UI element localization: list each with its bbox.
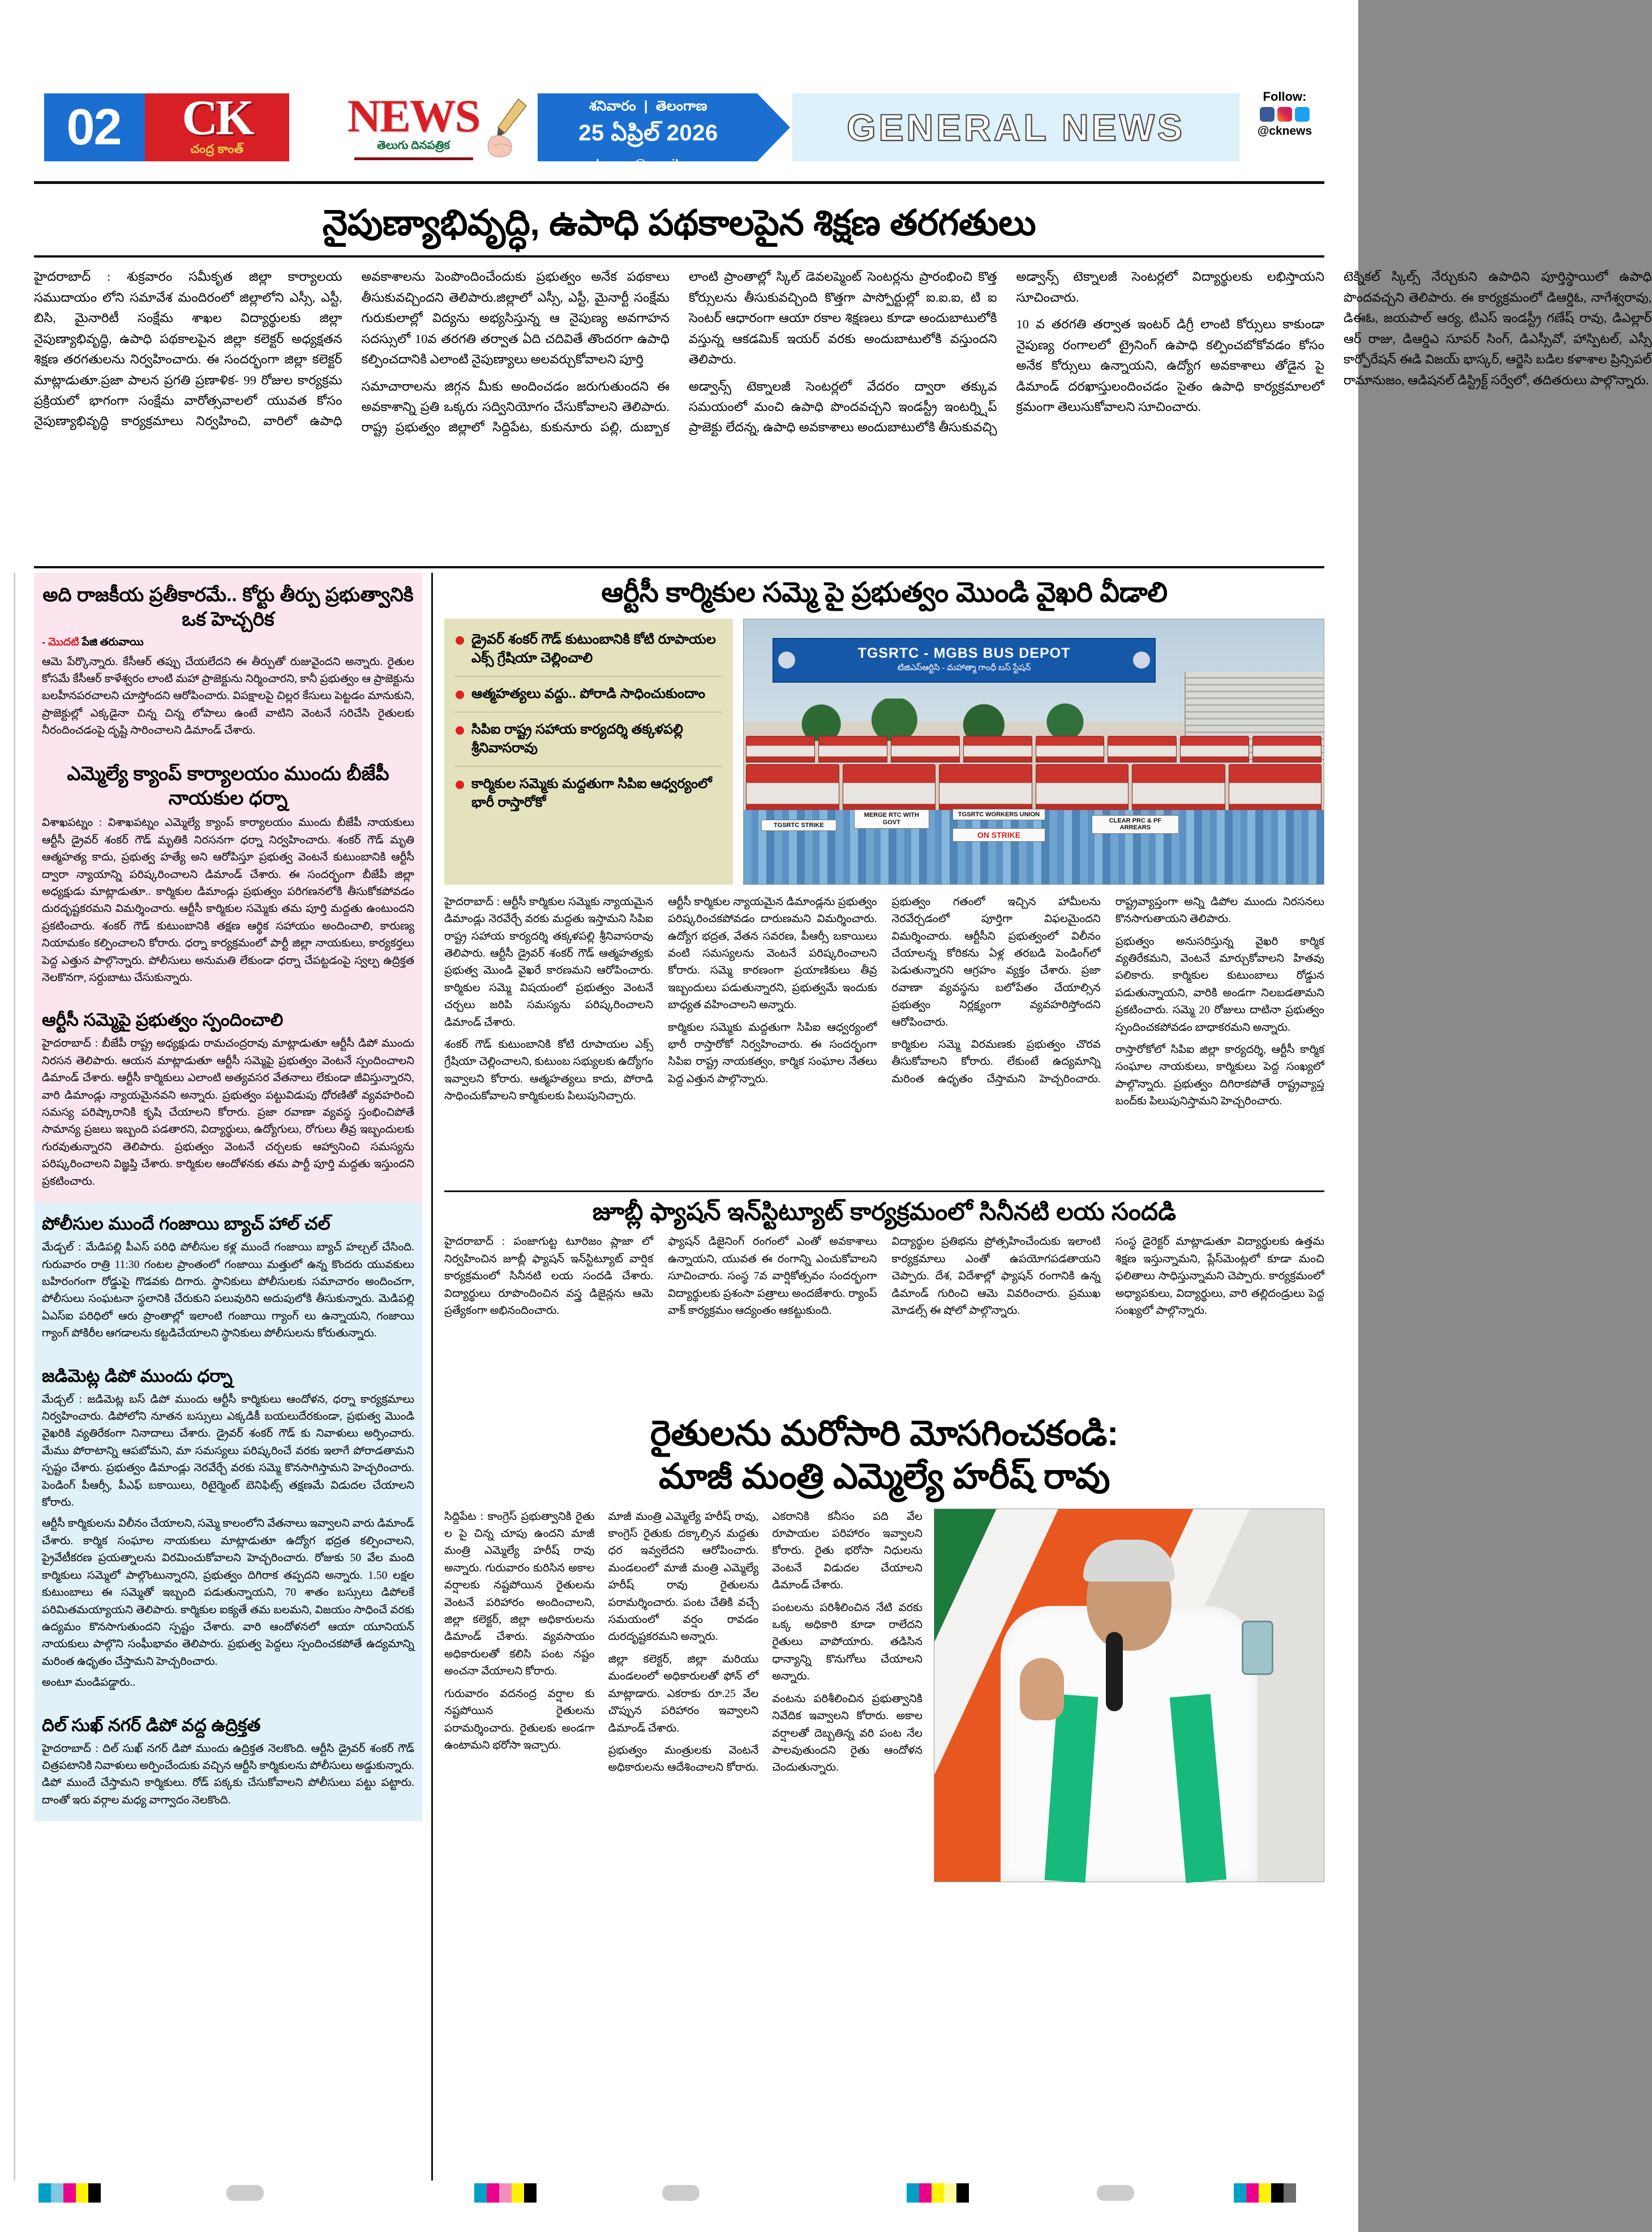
- kicker-bold: మొదటి: [48, 636, 79, 648]
- lead-divider: [34, 255, 1324, 258]
- color-bar-set: [38, 2183, 101, 2203]
- registration-dot: [226, 2185, 264, 2201]
- emblem-icon: [1133, 652, 1150, 669]
- placard: MERGE RTC WITH GOVT: [854, 809, 929, 828]
- instagram-icon[interactable]: [1277, 107, 1292, 122]
- rtc-paragraph: శంకర్ గౌడ్ కుటుంబానికి కోటి రూపాయల ఎక్స్ గ్రేషియా చెల్లించాలని, కుటుంబ సభ్యులకు ఉద్యోగం ఇవ్వాలని కోరారు. ఆత్మహత్యలు కాదు, పోరాడి సాధించుకోవాలని కార్మికులకు పిలుపునిచ్చారు.: [444, 1039, 654, 1103]
- rail-article-bjp-dharna: [34, 752, 422, 999]
- continued-kicker: [42, 636, 414, 651]
- depot-signboard: [773, 638, 1156, 683]
- masthead-flag: [44, 90, 757, 171]
- bus: [818, 736, 887, 763]
- twitter-icon[interactable]: [1295, 107, 1310, 122]
- rail-article-rtc-response: [34, 999, 422, 1202]
- facebook-icon[interactable]: [1260, 107, 1275, 122]
- placard: CLEAR PRC & PF ARREARS: [1092, 815, 1179, 834]
- placard: TGSRTC WORKERS UNION: [952, 809, 1045, 821]
- emblem-icon: [778, 652, 795, 669]
- issue-date: 25 ఏప్రిల్ 2026: [578, 121, 718, 145]
- rail-paragraph: హైదరాబాద్ : బీజేపీ రాష్ట్ర అధ్యక్షుడు రామచంద్రరావు మాట్లాడుతూ ఆర్టీసీ డిపో ముందు నిరసన తెలిపారు. ఆయన మాట్లాడుతూ ఆర్టీసీ సమ్మెపై ప్రభుత్వం వెంటనే స్పందించాలని డిమాండ్ చేశారు. ఆర్టీసీ కార్మికులు ఎలాంటి అత్యవసర వేతనాలు లేకుండా జీవిస్తున్నారని, వారి డిమాండ్లు న్యాయమైనవని అన్నారు. ప్రభుత్వం పట్టువిడుపు ధోరణితో వ్యవహరించి సమస్య పరిష్కారానికి కృషి చేయాలని కోరారు. ప్రజా రవాణా వ్యవస్థ స్తంభించిపోతే సామాన్య ప్రజలు ఇబ్బంది పడతారని, విద్యార్థులు, ఉద్యోగులు, రోగులు తీవ్ర ఇబ్బందులకు గురవుతున్నారని తెలిపారు. ప్రభుత్వం వెంటనే చర్చలకు ఆహ్వానించి సమస్యను పరిష్కరించాలని విజ్ఞప్తి చేశారు. కార్మికుల ఆందోళనకు తమ పార్టీ పూర్తి మద్దతు ఇస్తుందని ప్రకటించారు.: [42, 1038, 414, 1188]
- logo-news-subtitle: తెలుగు దినపత్రిక: [377, 139, 450, 152]
- rail-headline: దిల్ సుఖ్ నగర్ డిపో వద్ద ఉద్రిక్తత: [42, 1715, 261, 1735]
- rtc-body-text: [444, 894, 1324, 1183]
- logo-underline: [354, 157, 473, 160]
- harish-paragraph: మాజీ మంత్రి ఎమ్మెల్యే హరీష్ రావు, కాంగ్రెస్ రైతుకు దక్కాల్సిన మద్దతు ధర ఇవ్వలేదని ఆరోపించారు. మండలంలో మాజీ మంత్రి ఎమ్మెల్యే హరీష్ రావు రైతులను పరామర్శించారు. పంట చేతికి వచ్చే సమయంలో వర్షం రావడం దురదృష్టకరమని అన్నారు.: [608, 1510, 759, 1643]
- harish-paragraph: గురువారం వదనంద్ర వర్షాల కు నష్టపోయిన రైతులను పరామర్శించారు. రైతులకు అండగా ఉంటామని భరోసా ఇచ్చారు.: [444, 1687, 595, 1751]
- rtc-bullet-item: సిపిఐ రాష్ట్ర సహాయ కార్యదర్శి తక్కళపల్లి శ్రీనివాసరావు: [454, 720, 723, 767]
- bus: [746, 764, 839, 815]
- jubilee-paragraph: సంస్థ డైరెక్టర్ మాట్లాడుతూ విద్యార్థులకు ఉత్తమ శిక్షణ ఇస్తున్నామని, ప్లేస్‌మెంట్లలో కూడా మంచి ఫలితాలు సాధిస్తున్నామని చెప్పారు. కార్యక్రమంలో అధ్యాపకులు, విద్యార్థులు, వారి తల్లిదండ్రులు పెద్ద సంఖ్యలో పాల్గొన్నారు.: [1115, 1236, 1324, 1317]
- registration-dot: [662, 2185, 700, 2201]
- bus: [1036, 764, 1129, 815]
- logo-news-block: [289, 90, 538, 160]
- page-number: 02: [44, 93, 143, 161]
- rtc-paragraph: రాస్తారోకోలో సిపిఐ జిల్లా కార్యదర్శి, ఆర్టీసీ కార్మిక సంఘాల నాయకులు, కార్మికులు పెద్ద సంఖ్యలో పాల్గొన్నారు. ప్రభుత్వం దిగిరాకపోతే రాష్ట్రవ్యాప్త బంద్‌కు పిలుపునిస్తామని హెచ్చరించారు.: [1115, 1044, 1324, 1108]
- rail-paragraph: మేడ్చల్ : జడిమెట్ల బస్ డిపో ముందు ఆర్టీసీ కార్మికులు ఆందోళన, ధర్నా కార్యక్రమాలు నిర్వహించారు. డిపోలోని నూతన బస్సులు ఎక్కడికీ బయలుదేరకుండా, ప్రభుత్వ మొండి వైఖరికి వ్యతిరేకంగా నినాదాలు చేశారు. డ్రైవర్ శంకర్ గౌడ్ కు నివాళులు అర్పించారు. మేము పోరాటాన్ని ఆపబోమని, మా సమస్యలు పరిష్కరించే వరకు ఇలాగే పోరాడతామని స్పష్టం చేశారు. ప్రభుత్వం డిమాండ్లు నెరవేర్చే వరకు సమ్మె కొనసాగిస్తామని హెచ్చరించారు. పెండింగ్ పీఆర్సీ, పీఎఫ్ బకాయిలు, రిటైర్మెంట్ బెనిఫిట్స్ తక్షణమే విడుదల చేయాలని కోరారు.: [42, 1393, 414, 1509]
- social-handle: @cknews: [1257, 125, 1312, 138]
- color-bar-set: [907, 2183, 969, 2203]
- photo-speaker-hair: [1083, 1540, 1175, 1582]
- rail-article-ganja-gang: [34, 1202, 422, 1354]
- main-column: [433, 573, 1324, 2180]
- lead-paragraph: సమాచారాలను జిగ్గన మీకు అందించడం జరుగుతుందని ఈ అవకాశాన్ని ప్రతి ఒక్కరు సద్వినియోగం చేసుకోవాలని తెలిపారు. రాష్ట్ర ప్రభుత్వం జిల్లాలో సిద్దిపేట, కుకునూరు పల్లి, దుబ్బాక లాంటి ప్రాంతాల్లో స్కిల్ డెవలప్మెంట్ సెంటర్లను ప్రారంభించి కొత్త కోర్సులను తీసుకువచ్చింది కొత్తగా పాస్పోర్టుల్లో ఐ.ఐ.ఐ, టి ఐ సెంటర్ ఆధారంగా ఆయా రకాల శిక్షణలు కూడా అందుబాటులోకి వస్తున్న ఆకడమిక్ ఇయర్ వరకు అందుబాటులోకి వస్తుందని తెలిపారు.: [361, 269, 997, 435]
- rtc-paragraph: హైదరాబాద్ : ఆర్టీసీ కార్మికుల సమ్మెకు న్యాయమైన డిమాండ్లు నెరవేర్చే వరకు మద్దతు ఇస్తామని సిపిఐ రాష్ట్ర సహాయ కార్యదర్శి తక్కళపల్లి శ్రీనివాసరావు తెలిపారు. ఆర్టీసీ డ్రైవర్ శంకర్ గౌడ్ ఆత్మహత్యకు ప్రభుత్వ మొండి వైఖరే కారణమని ఆరోపించారు. కార్మికుల సమ్మె విషయంలో ప్రభుత్వం వెంటనే చర్చలు జరిపి సమస్యను పరిష్కరించాలని డిమాండ్ చేశారు.: [444, 896, 654, 1029]
- photo-trees: [773, 699, 1179, 741]
- logo-ck-subtitle: చంద్ర కాంత్: [190, 142, 244, 156]
- rail-paragraph: ఆమె పేర్కొన్నారు. కేసీఆర్ తప్పు చేయలేదని ఈ తీర్పుతో రుజువైందని అన్నారు. రైతుల కోసమే కేసీఆర్ కాళేశ్వరం లాంటి మహా ప్రాజెక్టును నిర్మించారని, కానీ ప్రభుత్వం ఆ ప్రాజెక్టును బలహీనపరచాలని చూస్తోందని ఆరోపించారు. విపక్షాలపై చిల్లర కేసులు పెట్టడం మానుకుని, ప్రాజెక్టుల్లో ఎక్కడైనా చిన్న చిన్న లోపాలు ఉంటే వాటిని వెంటనే సరిచేసి రైతులకు నీరందించడంపై దృష్టి సారించాలని డిమాండ్ చేశారు.: [42, 656, 414, 737]
- harish-headline-line2: మాజీ మంత్రి ఎమ్మెల్యే హరీష్ రావు: [659, 1457, 1110, 1497]
- bus: [746, 736, 815, 763]
- placard: TGSRTC STRIKE: [761, 820, 836, 832]
- lead-paragraph: 10 వ తరగతి తర్వాత ఇంటర్ డిగ్రీ లాంటి కోర్సులు కాకుండా నైపుణ్య రంగాలలో ట్రైనింగ్ ఉపాధి కల్పించబోకోవడం కోసం అనేక కోర్సులు ఉన్నాయని, ఉద్యోగ అవకాశాలు తోడైన పై డిమాండ్ దరఖాస్తులందించడం సైతం ఉపాధి కార్యక్రమాలలో క్రమంగా తెలుసుకోవాలని సూచించారు.: [1016, 317, 1324, 414]
- rail-headline: అది రాజకీయ ప్రతీకారమే.. కోర్టు తీర్పు ప్రభుత్వానికి ఒక హెచ్చరిక: [42, 584, 414, 630]
- left-rail: [34, 573, 433, 2180]
- rtc-strike-article: [444, 576, 1324, 1183]
- bus: [1180, 736, 1249, 763]
- color-bar-set: [474, 2183, 537, 2203]
- rail-paragraph: మేడ్చల్ : మేడిపల్లి పీఎస్ పరిధి పోలీసుల కళ్ల ముందే గంజాయి బ్యాచ్ హల్చల్ చేసింది. గురువారం రాత్రి 11:30 గంటల ప్రాంతంలో గంజాయి మత్తులో ఉన్న కొందరు యువకులు బహిరంగంగా రోడ్డుపై గొడవకు దిగారు. స్థానికులు పోలీసులకు సమాచారం అందించగా, పోలీసులు సంఘటనా స్థలానికి చేరుకుని పలువురిని అదుపులోకి తీసుకున్నారు. మెడిపల్లి ఏఎస్ఐ పరిధిలో ఆరు ప్రాంతాల్లో ఇలాంటి గంజాయి గ్యాంగ్ లు ఉన్నాయని, గంజాయి గ్యాంగ్ పోకిరీల ఆగడాలను కట్టడిచేయాలని స్థానికులు పోలీసులను కోరుతున్నారు.: [42, 1241, 414, 1340]
- writing-hand-pen-icon: [486, 98, 533, 158]
- jubilee-body-text: [444, 1233, 1324, 1403]
- contact-email: cknews@gmail.com: [589, 157, 708, 171]
- bus: [963, 736, 1032, 763]
- masthead: [0, 0, 1358, 192]
- rail-paragraph: అంటూ మండిపడ్డారు..: [42, 1677, 136, 1689]
- rtc-paragraph: కార్మికుల సమ్మెకు మద్దతుగా సిపిఐ ఆధ్వర్యంలో భారీ రాస్తారోకో నిర్వహించారు. ఈ సందర్భంగా సిపిఐ రాష్ట్ర నాయకత్వం, కార్మిక సంఘాల నేతలు పెద్ద ఎత్తున పాల్గొన్నారు.: [668, 1021, 877, 1085]
- harish-headline: [444, 1412, 1324, 1498]
- signboard-line-telugu: టిజిఎస్ఆర్టిసి - మహాత్మా గాంధీ బస్ స్టేషన్: [897, 663, 1031, 673]
- logo-ck-text: CK: [182, 91, 252, 146]
- lead-body: [34, 267, 1652, 442]
- section-title: GENERAL NEWS: [847, 106, 1185, 148]
- kicker-rest: పేజి తరువాయి: [79, 636, 144, 648]
- harish-paragraph: పంటలను పరిశీలించిన నేటి వరకు ఒక్క అధికారి కూడా రాలేదని రైతులు వాపోయారు. తడిసిన ధాన్యాన్ని కొనుగోలు చేయాలని అన్నారు.: [772, 1601, 922, 1683]
- harish-paragraph: వంటను పరిశీలించిన ప్రభుత్వానికి నివేదిక ఇవ్వాలని కోరారు. అకాల వర్షాలతో దెబ్బతిన్న వరి పంట నేల పాలవుతుందని రైతు ఆందోళన చెందుతున్నారు.: [772, 1693, 922, 1774]
- rail-headline: పోలీసుల ముందే గంజాయి బ్యాచ్ హాల్ చల్: [42, 1214, 331, 1234]
- photo-bus-fleet: [744, 736, 1324, 815]
- jubilee-fashion-article: [444, 1198, 1324, 1404]
- harish-paragraph: సిద్దిపేట : కాంగ్రెస్ ప్రభుత్వానికి రైతు ల పై చిన్న చూపు ఉందని మాజీ మంత్రి ఎమ్మెల్యే హరీష్ రావు అన్నారు. గురువారం కురిసిన అకాల వర్షాలకు నష్టపోయిన రైతులను వెంటనే పరిహారం అందించాలని, జిల్లా కలెక్టర్, జిల్లా అధికారులను డిమాండ్ చేశారు. వ్యవసాయం అధికారులతో కలిసి పంట నష్టం అంచనా వేయాలని కోరారు.: [444, 1510, 595, 1678]
- placard-on-strike: ON STRIKE: [952, 828, 1045, 842]
- bus: [1252, 736, 1321, 763]
- rail-article-dilsukhnagar-tension: [34, 1704, 422, 1822]
- lead-story: [34, 195, 1652, 442]
- rtc-paragraph: కార్మికుల సమ్మె విరమణకు ప్రభుత్వం చొరవ తీసుకోవాలని కోరారు. లేకుంటే ఉద్యమాన్ని మరింత ఉధృతం చేస్తామని హెచ్చరించారు. రాష్ట్రవ్యాప్తంగా అన్ని డిపోల ముందు నిరసనలు కొనసాగుతాయని తెలిపారు.: [891, 896, 1324, 1085]
- rtc-paragraph: ఆర్టీసీ కార్మికుల న్యాయమైన డిమాండ్లను ప్రభుత్వం పరిష్కరించకపోవడం దారుణమని విమర్శించారు. ఉద్యోగ భద్రత, వేతన సవరణ, పీఆర్సీ బకాయిలు వంటి సమస్యలను వెంటనే పరిష్కరించాలని కోరారు. సమ్మె కారణంగా ప్రయాణికులు తీవ్ర ఇబ్బందులు పడుతున్నారని, ప్రభుత్వమే ఇందుకు బాధ్యత వహించాలని అన్నారు.: [668, 896, 877, 1012]
- social-icons: [1245, 107, 1324, 122]
- lead-paragraph: హైదరాబాద్ : శుక్రవారం సమీకృత జిల్లా కార్యాలయ సముదాయం లోని సమావేశ మందిరంలో జిల్లాలోని ఎస్సీ, ఎస్టీ, బిసి, మైనారిటీ సంక్షేమ శాఖల విద్యార్థులకు జిల్లా నైపుణ్యాభివృద్ధి, ఉపాధి పథకాలపైన జిల్లా కలెక్టర్ అధ్యక్షతన శిక్షణ తరగతులను నిర్వహించారు. ఈ సందర్భంగా జిల్లా కలెక్టర్ మాట్లాడుతూ.ప్రజా పాలన ప్రగతి ప్రణాళిక- 99 రోజుల కార్యక్రమ ప్రక్రియలో భాగంగా సంక్షేమ వారోత్సవాలలో యువత కోసం నైపుణ్యాభివృద్ధి కార్యక్రమాలు నిర్వహించి, వారిలో ఉపాధి అవకాశాలను పెంపొందించేందుకు ప్రభుత్వం అనేక పథకాలు తీసుకువచ్చిందని తెలిపారు.జిల్లాలో ఎస్సీ, ఎస్టీ, మైనార్టీ సంక్షేమ గురుకులాల్లో విద్యను అభ్యసిస్తున్న ఆ నైపుణ్య అవగాహన సదస్సులో 10వ తరగతి తర్వాత ఏది చదివితే తొందరగా ఉపాధి కల్పించదానికి ఎలాంటి నైపుణ్యాలు అలవర్చుకోవాలని పూర్తి: [34, 269, 670, 429]
- bus: [1036, 736, 1105, 763]
- lead-paragraph: అడ్వాన్స్ టెక్నాలజీ సెంటర్లలో వేదరం ద్వారా తక్కువ సమయంలో మంచి ఉపాధి పొందవచ్చని ఇండస్ట్రీ ఇంటర్న్షిప్ ప్రాజెక్టు లేదన్న, ఉపాధి అవకాశాలు అందుబాటులోకి తీసుకువచ్చి అడ్వాన్స్ టెక్నాలజీ సెంటర్లలో విద్యార్థులకు లభిస్తాయని సూచించారు.: [689, 269, 1324, 435]
- body-grid: [34, 573, 1324, 2180]
- publication-logo: [143, 90, 539, 161]
- rail-paragraph: విశాఖపట్నం : విశాఖపట్నం ఎమ్మెల్యే క్యాంప్ కార్యాలయం ముందు బీజేపీ నాయకులు ఆర్టీసీ డ్రైవర్ శంకర్ గౌడ్ మృతికి నిరసనగా ధర్నా నిర్వహించారు. శంకర్ గౌడ్ మృతి ఆత్మహత్య కాదు, ప్రభుత్వ హత్యే అని ఆరోపిస్తూ ప్రభుత్వ వెంటనే కుటుంబానికి ఆర్టీసీ ద్వారా న్యాయాన్ని పరిష్కరించాలని డిమాండ్ చేశారు. ఈ సందర్భంగా బీజేపీ జిల్లా అధ్యక్షుడు మాట్లాడుతూ.. కార్మికుల డిమాండ్లు ప్రభుత్వం పరిగణనలోకి తీసుకోకపోవడం దురదృష్టకరమని విమర్శించారు. ఆర్టీసీ కార్మికుల సమ్మెకు తమ పూర్తి మద్దతు ఉంటుందని ప్రకటించారు. శంకర్ గౌడ్ కుటుంబానికి తక్షణ ఆర్థిక సహాయం అందించాలి, కారుణ్య నియామకం కల్పించాలని కోరారు. ధర్నా కార్యక్రమంలో పార్టీ జిల్లా నాయకులు, కార్యకర్తలు పెద్ద ఎత్తున పాల్గొన్నారు. పోలీసులు అనుమతి లేకుండా ధర్నా చేపట్టడంపై స్వల్ప ఉద్రిక్తత నెలకొనగా, సర్దుబాటు చేసుకున్నారు.: [42, 817, 414, 984]
- masthead-divider: [34, 181, 1324, 184]
- rail-article-court-verdict: [34, 573, 422, 752]
- rail-paragraph: హైదరాబాద్ : దిల్ సుఖ్ నగర్ డిపో ముందు ఉద్రిక్తత నెలకొంది. ఆర్టీసి డ్రైవర్ శంకర్ గౌడ్ చిత్రపటానికి నివాళులు అర్పించేందుకు వచ్చిన ఆర్టీసి కార్మికులను పోలీసులు అడ్డుకున్నారు. డిపో ముందే చేస్తామని కార్మికులు. రోడ్ పక్కకు చేసుకోవాలని పోలీసులు పట్టు పట్టారు. దాంతో ఇరు వర్గాల మధ్య వాగ్వాదం నెలకొంది.: [42, 1742, 414, 1806]
- rtc-strike-photo: [743, 619, 1324, 885]
- rtc-bullet-item: కార్మికుల సమ్మెకు మద్దతుగా సిపిఐ ఆధ్వర్యంలో భారీ రాస్తారోకో: [454, 774, 723, 812]
- follow-block: [1245, 89, 1324, 138]
- harish-rao-photo: [934, 1509, 1324, 1882]
- day-state-line: శనివారం | తెలంగాణ: [589, 98, 707, 114]
- bus: [1132, 764, 1225, 815]
- bus: [1108, 736, 1177, 763]
- phone-icon: [1242, 1621, 1273, 1675]
- logo-news-text: NEWS: [347, 90, 480, 142]
- microphone-icon: [1106, 1632, 1123, 1711]
- rtc-top-row: [444, 619, 1324, 885]
- harish-body-text: [444, 1509, 922, 2041]
- rtc-paragraph: ప్రభుత్వం గతంలో ఇచ్చిన హామీలను నెరవేర్చడంలో పూర్తిగా విఫలమైందని విమర్శించారు. ఆర్టీసీని ప్రభుత్వంలో విలీనం చేయాలన్న కోరికను ఏళ్ల తరబడి పెండింగ్‌లో పెడుతున్నారని ఆగ్రహం వ్యక్తం చేశారు. ప్రజా రవాణా వ్యవస్థను బలోపేతం చేయాల్సిన ప్రభుత్వం నిర్లక్ష్యంగా వ్యవహరిస్తోందని ఆరోపించారు.: [891, 896, 1101, 1029]
- jubilee-paragraph: హైదరాబాద్ : పంజాగుట్ట టూరిజం ప్లాజా లో నిర్వహించిన జూబ్లీ ఫ్యాషన్ ఇన్‌స్టిట్యూట్ వార్షిక కార్యక్రమంలో సినీనటి లయ సందడి చేశారు. విద్యార్థులు రూపొందించిన వస్త్ర డిజైన్లను ఆమె ప్రత్యేకంగా అభినందించారు.: [444, 1236, 654, 1317]
- kicker-prefix: -: [42, 636, 49, 648]
- rtc-bullet-list: [444, 619, 733, 885]
- harish-paragraph: జిల్లా కలెక్టర్, జిల్లా మరియు మండలంలో అధికారులతో ఫోన్ లో మాట్లాడారు. ఎకరాకు రూ.25 వేల చొప్పున పరిహారం ఇవ్వాలని డిమాండ్ చేశారు.: [608, 1653, 759, 1734]
- jubilee-paragraph: ఫ్యాషన్ డిజైనింగ్ రంగంలో ఎంతో అవకాశాలు ఉన్నాయని, యువత ఈ రంగాన్ని ఎంచుకోవాలని సూచించారు. సంస్థ 7వ వార్షికోత్సవం సందర్భంగా విద్యార్థులకు ప్రశంసా పత్రాలు అందజేశారు. ర్యాంప్ వాక్ కార్యక్రమం ఆద్యంతం ఆకట్టుకుంది.: [668, 1236, 877, 1317]
- rail-headline: జడిమెట్ల డిపో ముందు ధర్నా: [42, 1365, 233, 1386]
- harish-paragraph: ప్రభుత్వం మంత్రులకు వెంటనే అధికారులను ఆదేశించాలని కోరారు. ఎకరానికి కనీసం పది వేల రూపాయల పరిహారం ఇవ్వాలని కోరారు. రైతు భరోసా నిధులను వెంటనే విడుదల చేయాలని డిమాండ్ చేశారు.: [608, 1510, 922, 1774]
- bus: [843, 764, 936, 815]
- rtc-bullet-item: ఆత్మహత్యలు వద్దు.. పోరాడి సాధించుకుందాం: [454, 684, 723, 713]
- lead-headline: నైపుణ్యాభివృద్ధి, ఉపాధి పథకాలపైన శిక్షణ తరగతులు: [322, 203, 1036, 243]
- rtc-paragraph: ప్రభుత్వం అనుసరిస్తున్న వైఖరి కార్మిక వ్యతిరేకమని, వెంటనే మార్చుకోవాలని హితవు పలికారు. కార్మికుల కుటుంబాలు రోడ్డున పడుతున్నాయని, వారికి అండగా నిలబడతామని ప్రకటించారు. సమ్మె 20 రోజులు దాటినా ప్రభుత్వం స్పందించకపోవడం బాధాకరమని అన్నారు.: [1115, 935, 1324, 1034]
- rtc-headline: ఆర్టీసీ కార్మికుల సమ్మె పై ప్రభుత్వం మొండి వైఖరి వీడాలి: [601, 577, 1168, 608]
- color-bar-set: [1234, 2183, 1296, 2203]
- photo-pointing-hand: [1020, 1658, 1064, 1720]
- bus: [1229, 764, 1322, 815]
- date-block: [539, 93, 757, 171]
- banner-arrow-shape: [757, 93, 790, 161]
- follow-label: Follow:: [1263, 89, 1307, 104]
- signboard-line-english: TGSRTC - MGBS BUS DEPOT: [857, 645, 1071, 662]
- jubilee-paragraph: విద్యార్థుల ప్రతిభను ప్రోత్సహించేందుకు ఇలాంటి కార్యక్రమాలు ఎంతో ఉపయోగపడతాయని చెప్పారు. దేశ, విదేశాల్లో ఫ్యాషన్ రంగానికి ఉన్న డిమాండ్ గురించి ఆమె వివరించారు. ప్రముఖ మోడల్స్ ఈ షోలో పాల్గొన్నారు.: [891, 1236, 1101, 1317]
- harish-content-row: [444, 1509, 1324, 2041]
- rail-article-jeedimetla-dharna: [34, 1355, 422, 1704]
- day-label: శనివారం: [589, 98, 636, 114]
- bus: [939, 764, 1032, 815]
- rail-headline: ఆర్టీసీ సమ్మెపై ప్రభుత్వం స్పందించాలి: [42, 1010, 284, 1030]
- logo-ck-block: [145, 93, 289, 161]
- state-label: తెలంగాణ: [655, 98, 707, 114]
- rail-headline: ఎమ్మెల్యే క్యాంప్ కార్యాలయం ముందు బీజేపీ నాయకుల ధర్నా: [67, 762, 389, 809]
- fold-guide: [14, 573, 15, 2180]
- section-banner: [792, 93, 1239, 161]
- rail-paragraph: ఆర్టీసీ కార్మికులను విలీనం చేయాలని, సమ్మె కాలంలోని వేతనాలు ఇవ్వాలని వారు డిమాండ్ చేశారు. కార్మిక సంఘాల నాయకులు మాట్లాడుతూ ఉద్యోగ భద్రత కల్పించాలని, ప్రైవేటీకరణ ప్రయత్నాలను విరమించుకోవాలని హెచ్చరించారు. రోజుకు 50 వేల మంది కార్మికులు సమ్మెలో పాల్గొంటున్నారని, ప్రభుత్వం దిగిరాక తప్పదని అన్నారు. 1.50 లక్షల కుటుంబాలు ఈ సమ్మెతో ఇబ్బంది పడుతున్నాయని, 70 శాతం బస్సులు డిపోలకే పరిమితమయ్యాయని తెలిపారు. కార్మికుల ఐక్యతే తమ బలమని, విజయం సాధించే వరకు ఉద్యమం కొనసాగుతుందని స్పష్టం చేశారు. వారి ఆందోళనలో ఆయా యూనియన్ నాయకులు పాల్గొని సంఘీభావం తెలిపారు. ప్రభుత్వ పెద్దలు స్పందించకపోతే ఉద్యమాన్ని మరింత ఉధృతం చేస్తామని హెచ్చరించారు.: [42, 1518, 414, 1668]
- rtc-bullet-item: డ్రైవర్ శంకర్ గౌడ్ కుటుంబానికి కోటి రూపాయల ఎక్స్ గ్రేషియా చెల్లించాలి: [454, 630, 723, 677]
- harish-headline-line1: రైతులను మరోసారి మోసగించకండి:: [650, 1414, 1119, 1454]
- section-divider: [34, 566, 1324, 568]
- jubilee-headline: జూబ్లీ ఫ్యాషన్ ఇన్‌స్టిట్యూట్ కార్యక్రమంలో సినీనటి లయ సందడి: [592, 1198, 1177, 1226]
- lead-paragraph: టెక్నికల్ స్కిల్స్ నేర్చుకుని ఉపాధిని పూర్తిస్థాయిలో ఉపాధి పొందవచ్చని తెలిపారు. ఈ కార్యక్రమంలో డిఆర్డిఓ, నాగేశ్వరావు, డిఈఓ, జయపాల్ ఆర్య, టిఎస్ ఇండస్ట్రీ గణేష్ రావు, డిఎల్లార్ ఆర్ రాజు, డిఆర్డిఎ సూపర్ సింగ్, డిఎస్సీవో, హాస్పిటల్, ఎస్సీ కార్పోరేషన్ ఈడి విజయ్ భాస్కర్, ఆర్జెసి బడిల కళాశాల ప్రిన్సిపల్ రామానుజం, ఆడిషనల్ డిస్ట్రిక్ట్ సర్వేలో, తదితరులు పాల్గొన్నారు.: [1344, 269, 1652, 387]
- print-registration-marks: [0, 2183, 1358, 2203]
- harish-rao-article: [444, 1412, 1324, 2040]
- registration-dot: [1097, 2185, 1134, 2201]
- bus: [891, 736, 960, 763]
- article-divider: [444, 1190, 1324, 1192]
